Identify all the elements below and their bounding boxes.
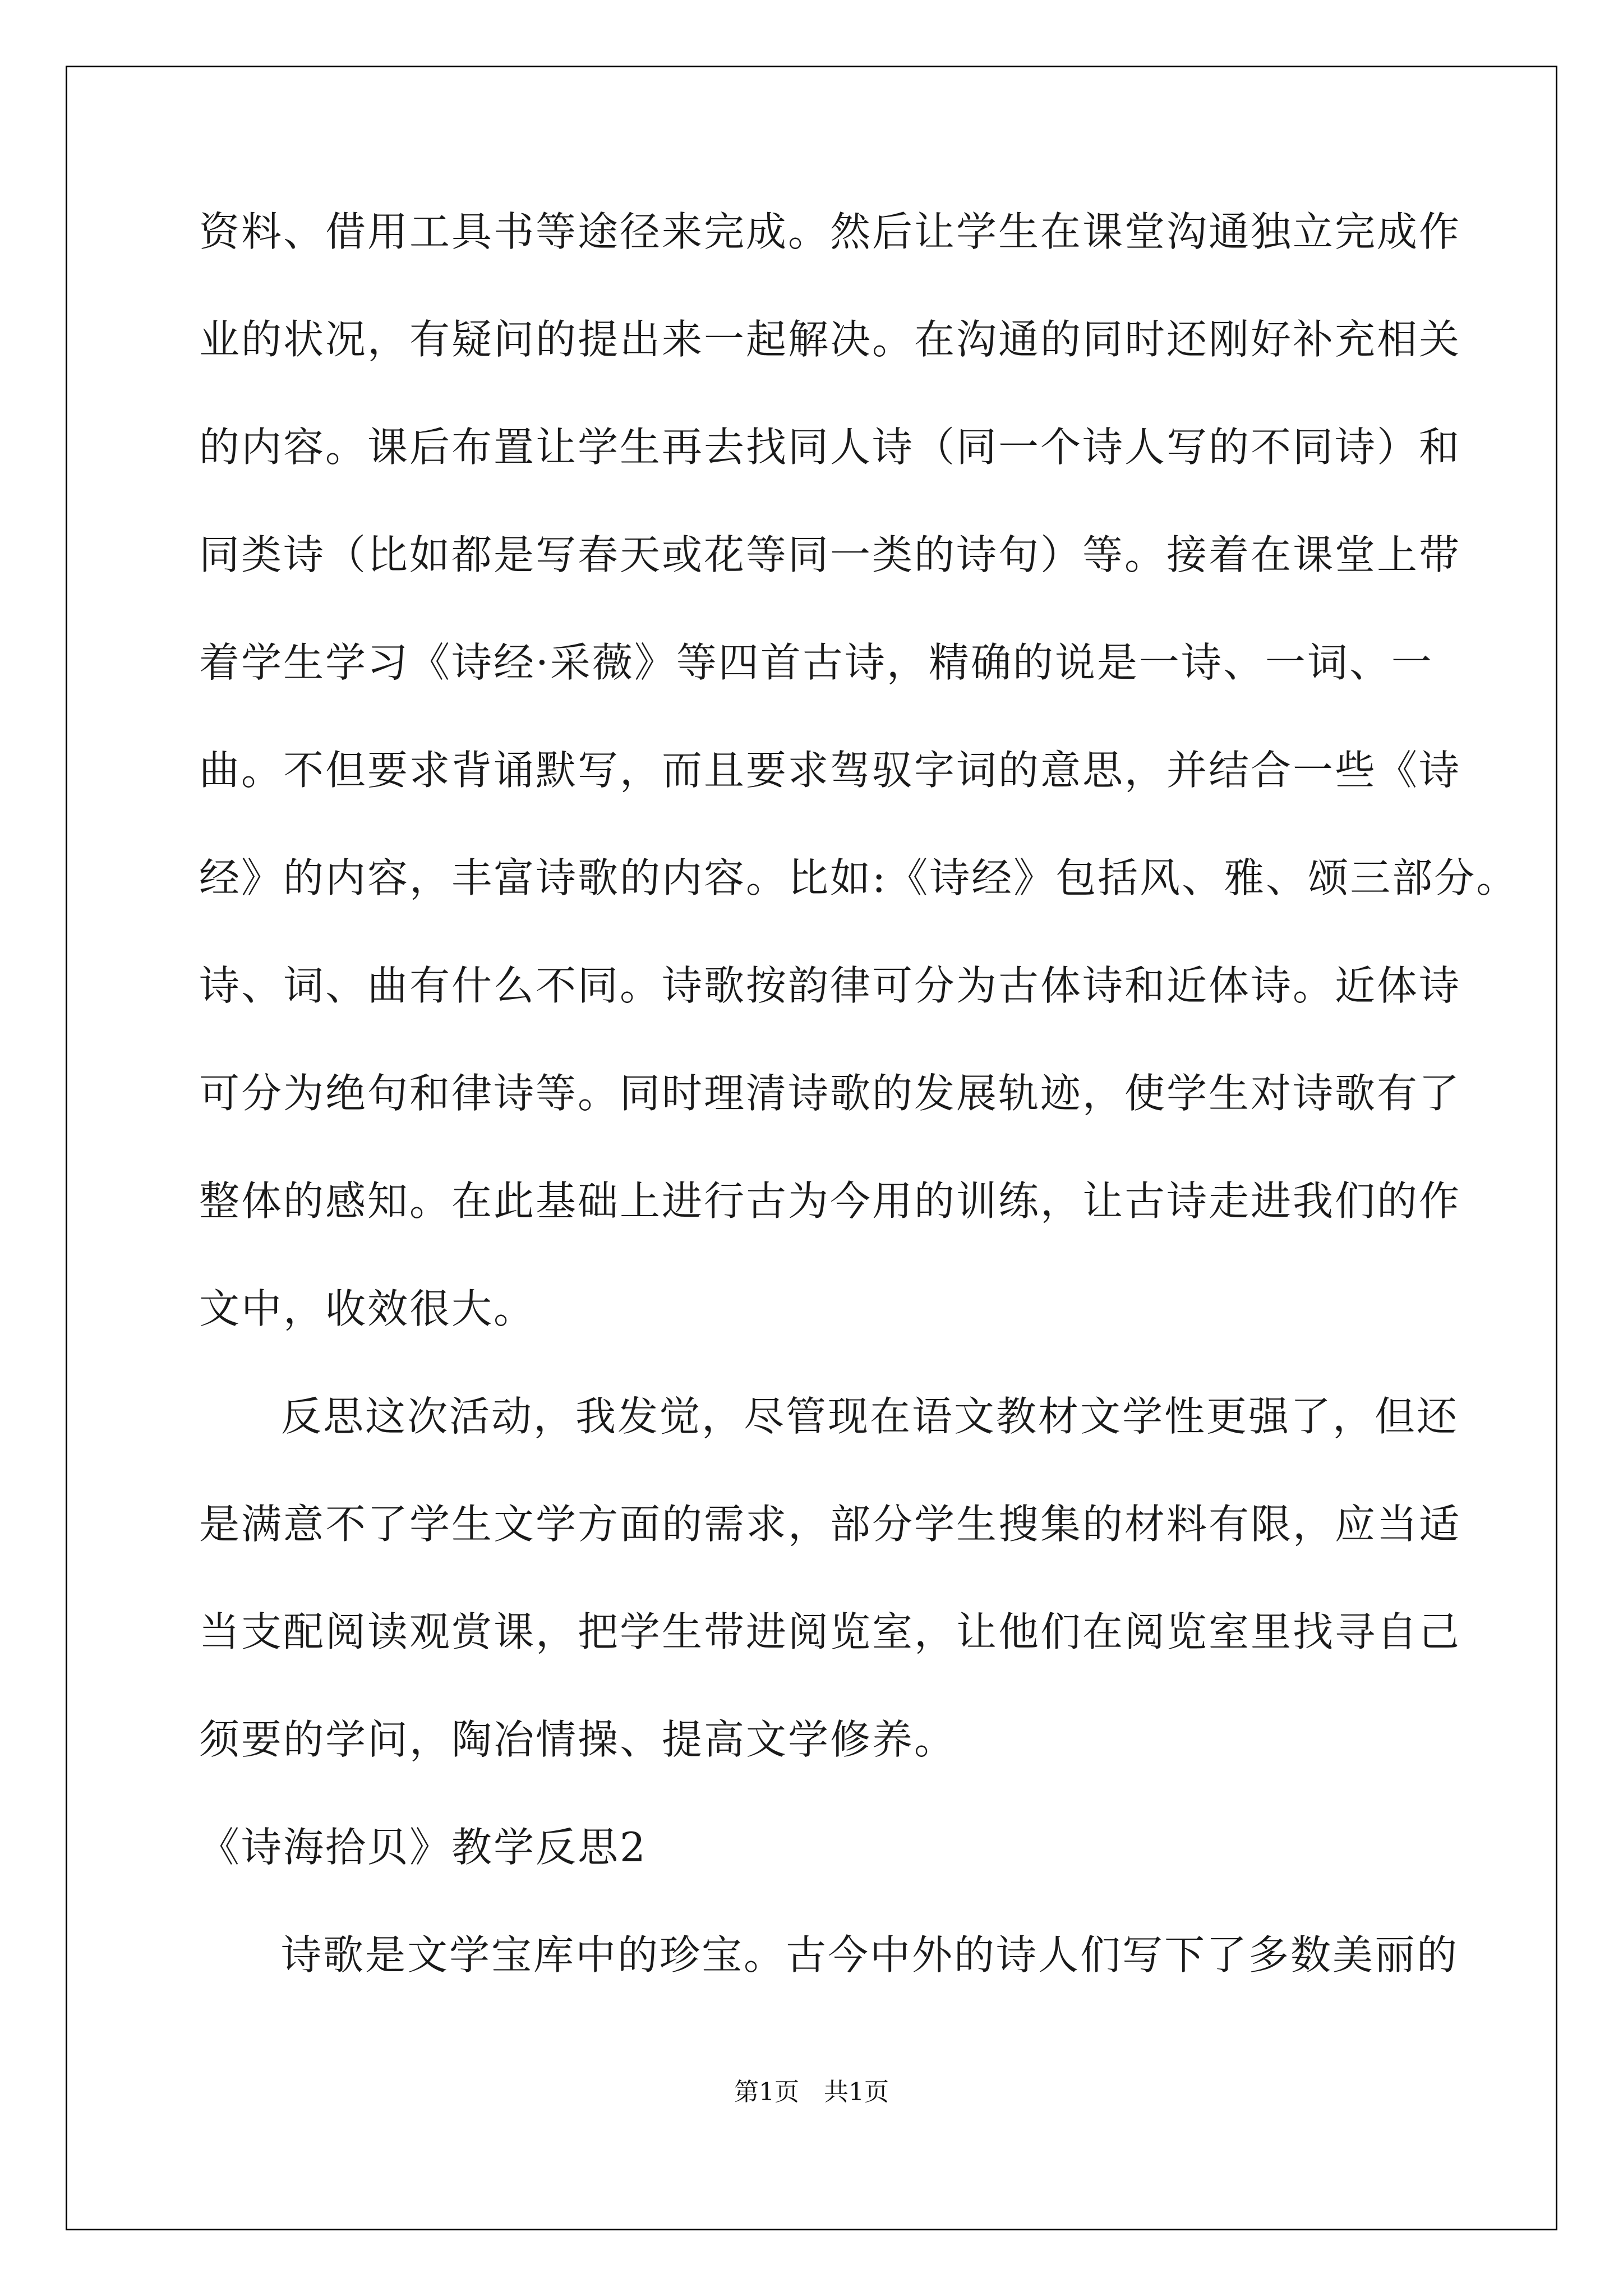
text-line: 着学生学习《诗经·采薇》等四首古诗，精确的说是一诗、一词、一 xyxy=(199,639,1433,686)
section-heading: 《诗海拾贝》教学反思2 xyxy=(199,1824,647,1871)
text-line: 资料、借用工具书等途径来完成。然后让学生在课堂沟通独立完成作 xyxy=(199,208,1461,255)
paragraph-3 xyxy=(199,1928,1459,1982)
text-line: 的内容。课后布置让学生再去找同人诗（同一个诗人写的不同诗）和 xyxy=(199,424,1461,471)
text-line: 业的状况，有疑问的提出来一起解决。在沟通的同时还刚好补充相关 xyxy=(199,316,1461,363)
text-line: 反思这次活动，我发觉，尽管现在语文教材文学性更强了，但还 xyxy=(281,1393,1459,1440)
text-line: 整体的感知。在此基础上进行古为今用的训练，让古诗走进我们的作 xyxy=(199,1177,1461,1225)
text-line: 是满意不了学生文学方面的需求，部分学生搜集的材料有限，应当适 xyxy=(199,1501,1461,1548)
text-line: 当支配阅读观赏课，把学生带进阅览室，让他们在阅览室里找寻自己 xyxy=(199,1608,1461,1655)
text-line: 文中，收效很大。 xyxy=(199,1285,536,1332)
page-number-footer: 第1页 共1页 xyxy=(734,2078,889,2106)
text-line: 诗歌是文学宝库中的珍宝。古今中外的诗人们写下了多数美丽的 xyxy=(281,1931,1459,1978)
paragraph-1 xyxy=(199,205,1519,1336)
text-line: 可分为绝句和律诗等。同时理清诗歌的发展轨迹，使学生对诗歌有了 xyxy=(199,1070,1461,1117)
text-line: 同类诗（比如都是写春天或花等同一类的诗句）等。接着在课堂上带 xyxy=(199,531,1461,578)
text-line: 须要的学问，陶冶情操、提高文学修养。 xyxy=(199,1716,957,1763)
text-line: 经》的内容，丰富诗歌的内容。比如:《诗经》包括风、雅、颂三部分。 xyxy=(199,854,1519,901)
text-line: 诗、词、曲有什么不同。诗歌按韵律可分为古体诗和近体诗。近体诗 xyxy=(199,962,1461,1009)
text-line: 曲。不但要求背诵默写，而且要求驾驭字词的意思，并结合一些《诗 xyxy=(199,747,1461,794)
document-body xyxy=(199,205,1519,2036)
paragraph-2 xyxy=(199,1389,1461,1766)
